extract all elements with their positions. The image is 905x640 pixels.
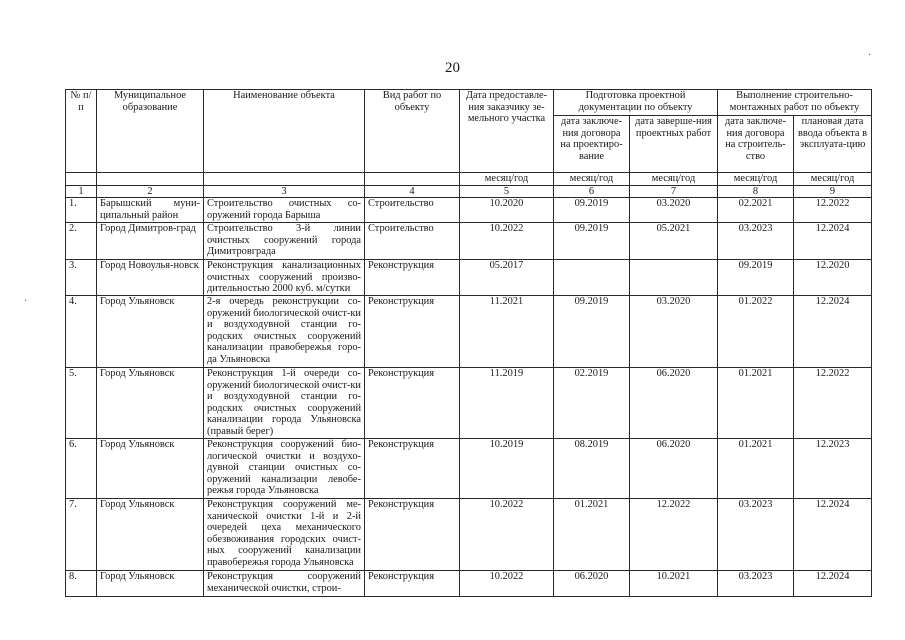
row-design-contract: 02.2019 xyxy=(554,368,630,439)
row-design-finish: 12.2022 xyxy=(630,499,718,571)
row-municipality: Город Ульяновск xyxy=(97,296,204,368)
header-construction-contract: дата заключе-ния договора на строитель-ство xyxy=(718,116,794,173)
row-object: Строительство очистных со-оружений города Барыша xyxy=(204,198,365,223)
column-number: 5 xyxy=(460,186,554,198)
row-design-finish xyxy=(630,260,718,296)
row-commissioning: 12.2024 xyxy=(794,223,872,260)
row-commissioning: 12.2022 xyxy=(794,198,872,223)
row-object: Строительство 3-й линии очистных сооружений города Димитровграда xyxy=(204,223,365,260)
row-work-type: Строительство xyxy=(365,223,460,260)
table-row xyxy=(66,223,872,260)
header-work-type: Вид работ по объекту xyxy=(365,90,460,173)
row-num: 2. xyxy=(66,223,97,260)
row-land-date: 10.2022 xyxy=(460,223,554,260)
row-design-contract: 06.2020 xyxy=(554,571,630,597)
row-land-date: 05.2017 xyxy=(460,260,554,296)
column-number: 9 xyxy=(794,186,872,198)
header-design-finish: дата заверше-ния проектных работ xyxy=(630,116,718,173)
column-number: 8 xyxy=(718,186,794,198)
row-design-finish: 03.2020 xyxy=(630,296,718,368)
header-design-contract: дата заключе-ния договора на проектиро-вание xyxy=(554,116,630,173)
row-construction-contract: 01.2022 xyxy=(718,296,794,368)
row-construction-contract: 03.2023 xyxy=(718,223,794,260)
table-row xyxy=(66,198,872,223)
row-num: 7. xyxy=(66,499,97,571)
row-design-finish: 03.2020 xyxy=(630,198,718,223)
row-commissioning: 12.2022 xyxy=(794,368,872,439)
unit-label: месяц/год xyxy=(630,173,718,186)
column-number: 1 xyxy=(66,186,97,198)
unit-label: месяц/год xyxy=(554,173,630,186)
row-work-type: Реконструкция xyxy=(365,368,460,439)
header-object-name: Наименование объекта xyxy=(204,90,365,173)
table-row xyxy=(66,439,872,499)
unit-label: месяц/год xyxy=(794,173,872,186)
table-row xyxy=(66,296,872,368)
header-num: № п/п xyxy=(66,90,97,173)
row-construction-contract: 01.2021 xyxy=(718,439,794,499)
row-construction-contract: 02.2021 xyxy=(718,198,794,223)
table-row xyxy=(66,499,872,571)
table-row xyxy=(66,368,872,439)
table-row xyxy=(66,260,872,296)
row-design-contract: 01.2021 xyxy=(554,499,630,571)
row-commissioning: 12.2020 xyxy=(794,260,872,296)
row-construction-contract: 01.2021 xyxy=(718,368,794,439)
row-object: Реконструкция сооружений ме-ханической очистки 1-й и 2-й очередей цеха механического обезвоживания городских очист-ных сооружений канализации правобережья города Ульяновска xyxy=(204,499,365,571)
row-commissioning: 12.2023 xyxy=(794,439,872,499)
row-design-contract: 09.2019 xyxy=(554,296,630,368)
row-municipality: Город Ульяновск xyxy=(97,439,204,499)
row-commissioning: 12.2024 xyxy=(794,571,872,597)
row-municipality: Город Димитров-град xyxy=(97,223,204,260)
row-construction-contract: 03.2023 xyxy=(718,499,794,571)
column-number: 3 xyxy=(204,186,365,198)
row-num: 5. xyxy=(66,368,97,439)
table-row xyxy=(66,571,872,597)
scan-speck: · xyxy=(24,296,28,307)
row-land-date: 10.2022 xyxy=(460,499,554,571)
row-design-finish: 10.2021 xyxy=(630,571,718,597)
row-municipality: Город Ульяновск xyxy=(97,571,204,597)
header-municipality: Муниципальное образование xyxy=(97,90,204,173)
header-design-group: Подготовка проектной документации по объекту xyxy=(554,90,718,116)
row-municipality: Барышский муни-ципальный район xyxy=(97,198,204,223)
row-object: Реконструкция сооружений механической очистки, строи- xyxy=(204,571,365,597)
row-municipality: Город Ульяновск xyxy=(97,499,204,571)
column-number: 2 xyxy=(97,186,204,198)
row-design-contract xyxy=(554,260,630,296)
row-work-type: Реконструкция xyxy=(365,499,460,571)
row-design-contract: 09.2019 xyxy=(554,198,630,223)
row-land-date: 11.2019 xyxy=(460,368,554,439)
header-commissioning: плановая дата ввода объекта в эксплуата-цию xyxy=(794,116,872,173)
row-object: Реконструкция сооружений био-логической очистки и воздухо-дувной станции очистных со-оружений канализации левобе-режья города Ульяновска xyxy=(204,439,365,499)
column-number: 7 xyxy=(630,186,718,198)
row-work-type: Реконструкция xyxy=(365,571,460,597)
row-design-finish: 05.2021 xyxy=(630,223,718,260)
row-construction-contract: 09.2019 xyxy=(718,260,794,296)
row-municipality: Город Ульяновск xyxy=(97,368,204,439)
objects-schedule-table xyxy=(65,89,872,597)
row-municipality: Город Новоулья-новск xyxy=(97,260,204,296)
row-design-finish: 06.2020 xyxy=(630,439,718,499)
row-num: 3. xyxy=(66,260,97,296)
row-num: 6. xyxy=(66,439,97,499)
header-land-date: Дата предоставле-ния заказчику зе-мельного участка xyxy=(460,90,554,173)
row-object: Реконструкция 1-й очереди со-оружений биологической очист-ки и воздуходувной станции го-родских очистных сооружений канализации города Ульяновска (правый берег) xyxy=(204,368,365,439)
row-num: 8. xyxy=(66,571,97,597)
row-work-type: Реконструкция xyxy=(365,439,460,499)
row-object: Реконструкция канализационных очистных сооружений произво-дительностью 2000 куб. м/сутки xyxy=(204,260,365,296)
row-land-date: 10.2020 xyxy=(460,198,554,223)
row-design-contract: 08.2019 xyxy=(554,439,630,499)
column-number: 4 xyxy=(365,186,460,198)
scan-speck: · xyxy=(868,50,872,61)
row-object: 2-я очередь реконструкции со-оружений биологической очист-ки и воздуходувной станции го-родских очистных сооружений канализации правобережья горо-да Ульяновска xyxy=(204,296,365,368)
row-land-date: 10.2022 xyxy=(460,571,554,597)
row-land-date: 11.2021 xyxy=(460,296,554,368)
row-construction-contract: 03.2023 xyxy=(718,571,794,597)
column-number: 6 xyxy=(554,186,630,198)
row-work-type: Реконструкция xyxy=(365,296,460,368)
row-num: 1. xyxy=(66,198,97,223)
row-work-type: Реконструкция xyxy=(365,260,460,296)
row-design-contract: 09.2019 xyxy=(554,223,630,260)
row-design-finish: 06.2020 xyxy=(630,368,718,439)
header-construction-group: Выполнение строительно-монтажных работ по объекту xyxy=(718,90,872,116)
unit-label: месяц/год xyxy=(460,173,554,186)
unit-label: месяц/год xyxy=(718,173,794,186)
page-number: 20 xyxy=(445,60,460,76)
row-work-type: Строительство xyxy=(365,198,460,223)
row-commissioning: 12.2024 xyxy=(794,296,872,368)
row-commissioning: 12.2024 xyxy=(794,499,872,571)
row-num: 4. xyxy=(66,296,97,368)
row-land-date: 10.2019 xyxy=(460,439,554,499)
